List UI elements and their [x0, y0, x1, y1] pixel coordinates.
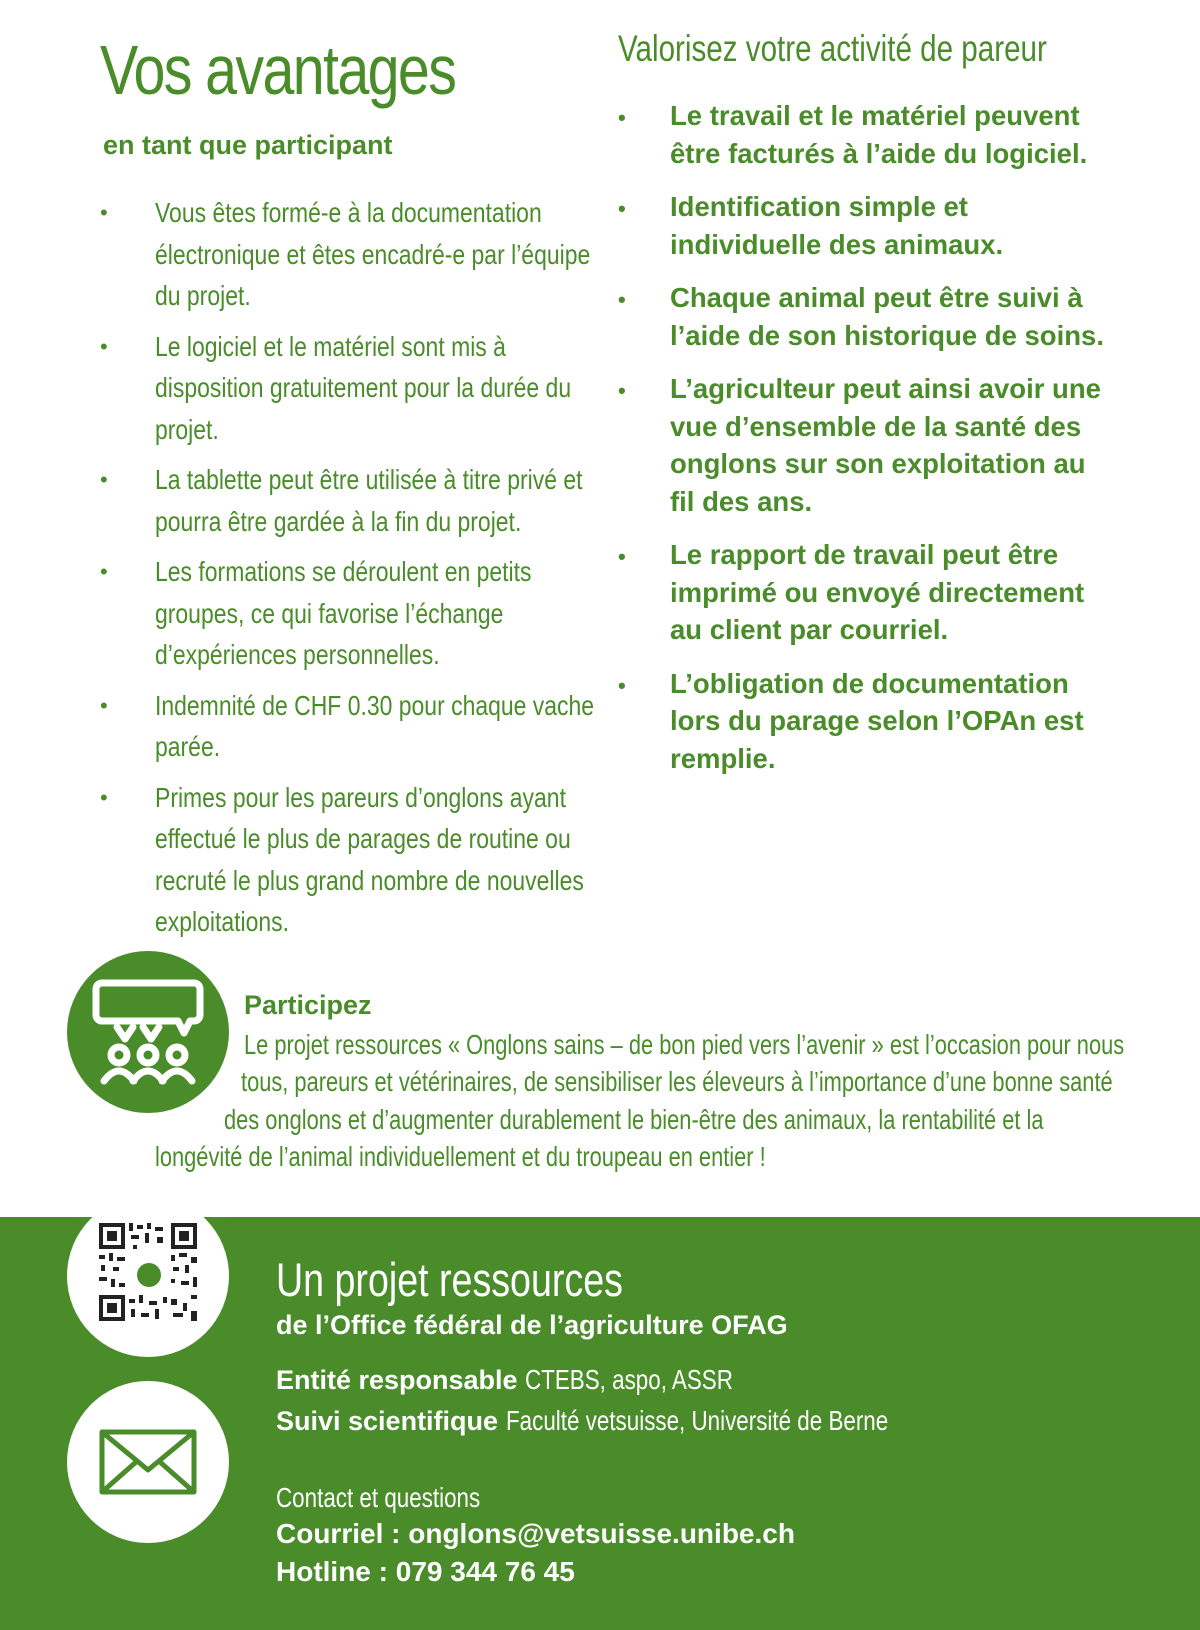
bullet-icon: • — [618, 196, 626, 221]
bullet-icon: • — [618, 378, 626, 403]
list-item: • Indemnité de CHF 0.30 pour chaque vache parée. — [100, 685, 600, 768]
science-label: Suivi scientifique — [276, 1406, 499, 1436]
envelope-icon[interactable] — [67, 1381, 229, 1543]
list-item: • Le travail et le matériel peuvent être facturés à l’aide du logiciel. — [618, 100, 1088, 169]
benefits-list — [100, 192, 600, 952]
page-title: Vos avantages — [100, 31, 456, 109]
email-link[interactable]: Courriel : onglons@vetsuisse.unibe.ch — [276, 1518, 795, 1549]
list-item: • Identification simple et individuelle des animaux. — [618, 191, 1004, 260]
bullet-icon: • — [618, 287, 626, 312]
responsible-value: CTEBS, aspo, ASSR — [525, 1364, 734, 1395]
list-item: • Les formations se déroulent en petits groupes, ce qui favorise l’échange d’expériences personnelles. — [100, 551, 600, 676]
list-item: • Le logiciel et le matériel sont mis à disposition gratuitement pour la durée du projet. — [100, 326, 600, 451]
list-item: • La tablette peut être utilisée à titre privé et pourra être gardée à la fin du projet. — [100, 459, 600, 542]
pareur-benefits-list — [618, 97, 1108, 793]
list-item: • L’obligation de documentation lors du parage selon l’OPAn est remplie. — [618, 667, 1084, 774]
bullet-icon: • — [618, 544, 626, 569]
bullet-icon: • — [100, 467, 108, 492]
participate-line: tous, pareurs et vétérinaires, de sensibiliser les éleveurs à l’importance d’une bonne santé — [241, 1066, 1113, 1097]
contact-label: Contact et questions — [276, 1482, 481, 1513]
group-discussion-icon — [67, 951, 229, 1113]
left-subtitle: en tant que participant — [103, 130, 393, 160]
bullet-icon: • — [100, 333, 108, 359]
qr-code-icon[interactable] — [67, 1195, 229, 1357]
bullet-icon: • — [100, 559, 108, 584]
bullet-icon: • — [100, 200, 108, 225]
bullet-icon: • — [100, 784, 108, 810]
science-row — [276, 1405, 983, 1437]
footer-title: Un projet ressources — [276, 1253, 623, 1306]
responsible-label: Entité responsable — [276, 1365, 518, 1395]
responsible-row — [276, 1364, 785, 1396]
hotline-link[interactable]: Hotline : 079 344 76 45 — [276, 1556, 575, 1587]
bullet-icon: • — [618, 672, 626, 698]
list-item: • Chaque animal peut être suivi à l’aide de son historique de soins. — [618, 282, 1104, 351]
science-value: Faculté vetsuisse, Université de Berne — [505, 1405, 888, 1436]
list-item: • Primes pour les pareurs d’onglons ayant effectué le plus de parages de routine ou recruté le plus grand nombre de nouvelles exploitations. — [100, 777, 600, 943]
bullet-icon: • — [100, 692, 108, 718]
participate-title: Participez — [244, 990, 372, 1020]
participate-line: des onglons et d’augmenter durablement le bien-être des animaux, la rentabilité et la — [224, 1104, 1044, 1135]
list-item: • L’agriculteur peut ainsi avoir une vue d’ensemble de la santé des onglons sur son exploitation au fil des ans. — [618, 373, 1101, 517]
list-item: • Le rapport de travail peut être imprimé ou envoyé directement au client par courriel. — [618, 539, 1085, 645]
list-item: • Vous êtes formé-e à la documentation électronique et êtes encadré-e par l’équipe du projet. — [100, 192, 600, 317]
right-title: Valorisez votre activité de pareur — [618, 28, 1047, 69]
participate-line: Le projet ressources « Onglons sains – de bon pied vers l’avenir » est l’occasion pour nous — [244, 1029, 1125, 1060]
footer-subtitle: de l’Office fédéral de l’agriculture OFAG — [276, 1310, 788, 1340]
bullet-icon: • — [618, 105, 626, 130]
participate-line: longévité de l’animal individuellement et du troupeau en entier ! — [155, 1141, 766, 1172]
